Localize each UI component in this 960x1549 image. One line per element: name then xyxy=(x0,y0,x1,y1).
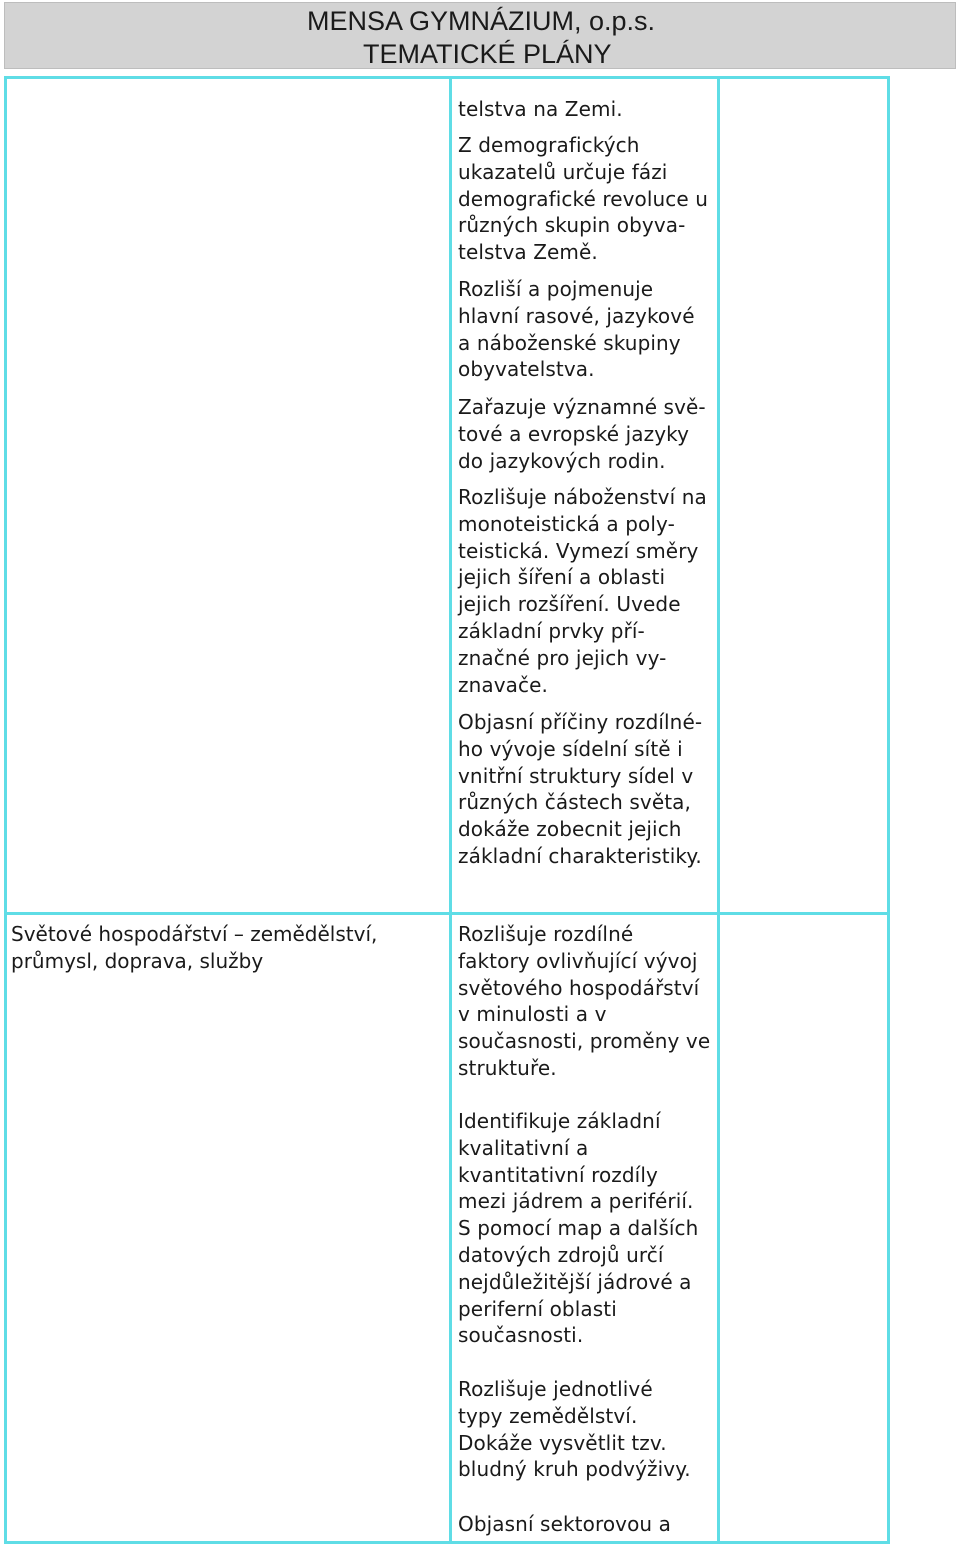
outcome-text: Zařazuje významné svě- tové a evropské jazyky do jazykových rodin. xyxy=(458,395,706,473)
table-bottom-border xyxy=(4,1541,890,1544)
outcome-text: telstva na Zemi. xyxy=(458,97,623,121)
outcome-text: Rozlišuje náboženství na monoteistická a poly- teistická. Vymezí směry jejich šíření a oblasti jejich rozšíření. Uvede základní prvky pří- značné pro jejich vy- znavače. xyxy=(458,485,707,697)
col-border-2 xyxy=(717,76,720,1544)
outcome-text: Rozlišuje jednotlivé typy zemědělství. Dokáže vysvětlit tzv. bludný kruh podvýživy. xyxy=(458,1377,691,1482)
outcome-text: Identifikuje základní kvalitativní a kvantitativní rozdíly mezi jádrem a periférií. S pomocí map a dalších datových zdrojů určí nejdůležitější jádrové a periferní oblasti současnosti. xyxy=(458,1109,699,1348)
table-top-border xyxy=(4,76,890,79)
subject-cell: Světové hospodářství – zemědělství, průmysl, doprava, služby xyxy=(11,922,378,973)
outcome-text: Rozlišuje rozdílné faktory ovlivňující vývoj světového hospodářství v minulosti a v současnosti, proměny ve struktuře. xyxy=(458,922,711,1080)
outcome-text: Objasní příčiny rozdílné- ho vývoje sídelní sítě i vnitřní struktury sídel v různých částech světa, dokáže zobecnit jejich základní charakteristiky. xyxy=(458,710,703,868)
row-divider xyxy=(4,912,890,915)
outcome-text: Objasní sektorovou a xyxy=(458,1512,672,1536)
col-border-1 xyxy=(449,76,452,1544)
school-name: MENSA GYMNÁZIUM, o.p.s. xyxy=(307,6,656,36)
col-border-left xyxy=(4,76,7,1544)
page-header xyxy=(4,2,956,69)
document-title: TEMATICKÉ PLÁNY xyxy=(363,39,612,69)
outcome-text: Rozliší a pojmenuje hlavní rasové, jazykové a náboženské skupiny obyvatelstva. xyxy=(458,277,695,382)
outcome-text: Z demografických ukazatelů určuje fázi demografické revoluce u různých skupin obyva- telstva Země. xyxy=(458,133,709,265)
col-border-right xyxy=(887,76,890,1544)
